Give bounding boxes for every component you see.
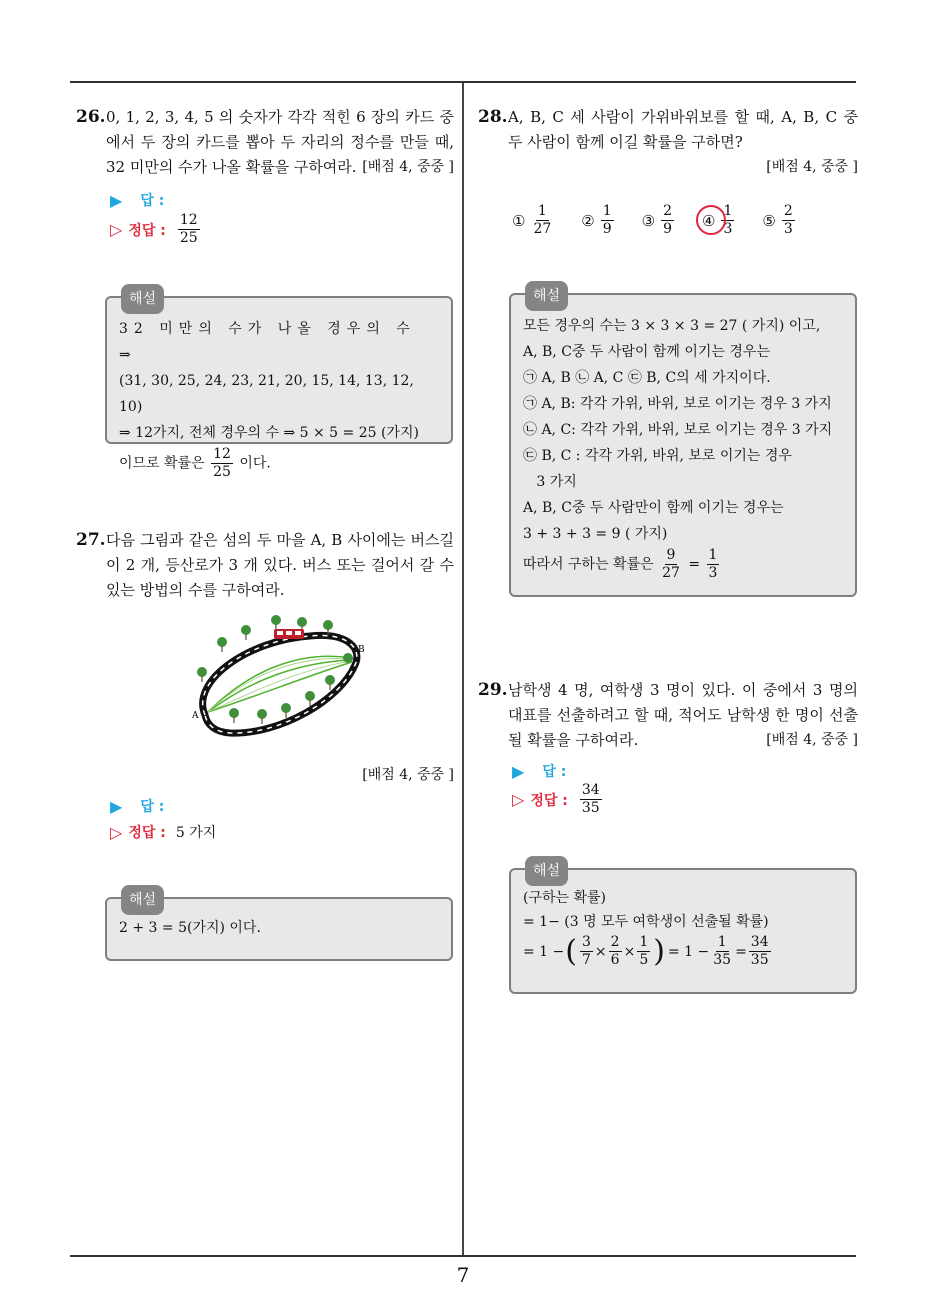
explanation-line: ㉢ B, C : 각각 가위, 바위, 보로 이기는 경우: [523, 448, 792, 464]
question-number: 27.: [76, 530, 106, 550]
correct-label: 정답 :: [128, 222, 166, 239]
correct-answer-line: [110, 212, 202, 247]
explanation-line: A, B, C중 두 사람만이 함께 이기는 경우는: [523, 500, 784, 516]
explanation-line: 32 미만의 수가 나올 경우의 수 ⇒: [119, 321, 416, 363]
play-icon: ▶: [512, 761, 525, 781]
explanation-line: 2 + 3 = 5(가지) 이다.: [119, 920, 261, 936]
choice-3[interactable]: ③ $\frac{2}{9}$: [641, 203, 673, 237]
explanation-tag: 해설: [525, 281, 568, 311]
explanation-line: 3 + 3 + 3 = 9 ( 가지): [523, 526, 668, 542]
correct-label: 정답 :: [530, 792, 568, 809]
explanation-tag: 해설: [525, 856, 568, 886]
explanation-tag: 해설: [121, 284, 164, 314]
question-number: 28.: [478, 107, 508, 127]
choice-2[interactable]: ② $\frac{1}{9}$: [581, 203, 612, 237]
play-outline-icon: ▷: [110, 822, 123, 842]
question-26: [76, 105, 454, 180]
answer-line: [512, 761, 566, 781]
bus-icon: [274, 629, 304, 639]
choice-4-selected[interactable]: ④ $\frac{1}{3}$: [702, 203, 736, 238]
explanation-box: [105, 892, 453, 961]
correct-fraction: $\frac{34}{35}$: [581, 782, 600, 816]
correct-answer-line: [512, 782, 604, 817]
score-meta: [배점 4, 중중 ]: [362, 767, 454, 783]
play-outline-icon: ▷: [512, 790, 525, 809]
village-a-label: A: [192, 711, 199, 721]
bottom-rule: [70, 1255, 856, 1257]
explanation-line: A, B, C중 두 사람이 함께 이기는 경우는: [523, 344, 770, 360]
answer-label: 답 :: [140, 193, 165, 209]
explanation-line: 모든 경우의 수는 3 × 3 × 3 = 27 ( 가지) 이고,: [523, 318, 821, 334]
explanation-line: ㉡ A, C: 각각 가위, 바위, 보로 이기는 경우 3 가지: [523, 422, 833, 438]
correct-value: 5 가지: [175, 825, 217, 841]
village-b-label: B: [358, 645, 365, 655]
left-paren: (: [565, 933, 577, 969]
answer-line: [110, 190, 164, 210]
play-outline-icon: ▷: [110, 220, 123, 239]
column-divider: [462, 83, 464, 1255]
question-text: A, B, C 세 사람이 가위바위보를 할 때, A, B, C 중 두 사람이 함께 이길 확률을 구하면?: [508, 108, 858, 151]
question-28: [478, 105, 858, 180]
explanation-line: 따라서 구하는 확률은 $\frac{9}{27}$ = $\frac{1}{3}$: [523, 547, 718, 581]
explanation-line: = 1− (3 명 모두 여학생이 선출될 확률): [523, 914, 769, 930]
answer-line: [110, 796, 164, 816]
explanation-line: (구하는 확률): [523, 890, 606, 906]
score-meta: [배점 4, 중중 ]: [362, 159, 454, 175]
explanation-line: 3 가지: [523, 474, 577, 490]
answer-label: 답 :: [542, 764, 567, 780]
bus-road: [203, 635, 357, 733]
explanation-formula: = 1 − ( $\frac{3}{7}$ × $\frac{2}{6}$ × $\frac{1}{5}$ ) = 1 − $\frac{1}{35}$ = $\frac{34}{35}$: [523, 933, 769, 969]
play-icon: ▶: [110, 190, 123, 210]
explanation-box: [509, 288, 857, 597]
explanation-line: ⇒ 12가지, 전체 경우의 수 ⇒ 5 × 5 = 25 (가지): [119, 425, 419, 441]
explanation-tag: 해설: [121, 885, 164, 915]
correct-answer-line: [110, 822, 216, 842]
probability-fraction: $\frac{12}{25}$: [213, 446, 231, 480]
answer-choices: [512, 203, 823, 238]
correct-label: 정답 :: [128, 825, 166, 841]
question-text: 0, 1, 2, 3, 4, 5 의 숫자가 각각 적힌 6 장의 카드 중에서 두 장의 카드를 뽑아 두 자리의 정수를 만들 때, 32 미만의 수가 나올 확률을 구하여라.: [106, 108, 454, 176]
island-map-figure: [190, 610, 370, 745]
answer-label: 답 :: [140, 799, 165, 815]
explanation-box: [509, 863, 857, 994]
question-number: 26.: [76, 107, 106, 127]
question-text: 다음 그림과 같은 섬의 두 마을 A, B 사이에는 버스길이 2 개, 등산로가 3 개 있다. 버스 또는 걸어서 갈 수 있는 방법의 수를 구하여라.: [106, 531, 454, 599]
choice-5[interactable]: ⑤ $\frac{2}{3}$: [762, 203, 793, 237]
play-icon: ▶: [110, 796, 123, 816]
question-27: [76, 528, 454, 603]
question-number: 29.: [478, 680, 508, 700]
choice-1[interactable]: ① $\frac{1}{27}$: [512, 203, 552, 237]
explanation-line: ㉠ A, B ㉡ A, C ㉢ B, C의 세 가지이다.: [523, 370, 771, 386]
explanation-line: (31, 30, 25, 24, 23, 21, 20, 15, 14, 13, 12, 10): [119, 373, 414, 415]
explanation-line: 이므로 확률은 $\frac{12}{25}$ 이다.: [119, 446, 271, 480]
question-29: [478, 678, 858, 753]
correct-fraction: $\frac{12}{25}$: [179, 212, 198, 246]
page-number: 7: [456, 1263, 470, 1287]
right-paren: ): [653, 933, 665, 969]
explanation-box: [105, 291, 453, 480]
explanation-line: ㉠ A, B: 각각 가위, 바위, 보로 이기는 경우 3 가지: [523, 396, 832, 412]
selected-circle-mark: [696, 205, 726, 235]
question-text: 남학생 4 명, 여학생 3 명이 있다. 이 중에서 3 명의 대표를 선출하려고 할 때, 적어도 남학생 한 명이 선출될 확률을 구하여라.: [508, 681, 858, 749]
score-meta: [배점 4, 중중 ]: [766, 159, 858, 175]
score-meta: [배점 4, 중중 ]: [766, 732, 858, 748]
